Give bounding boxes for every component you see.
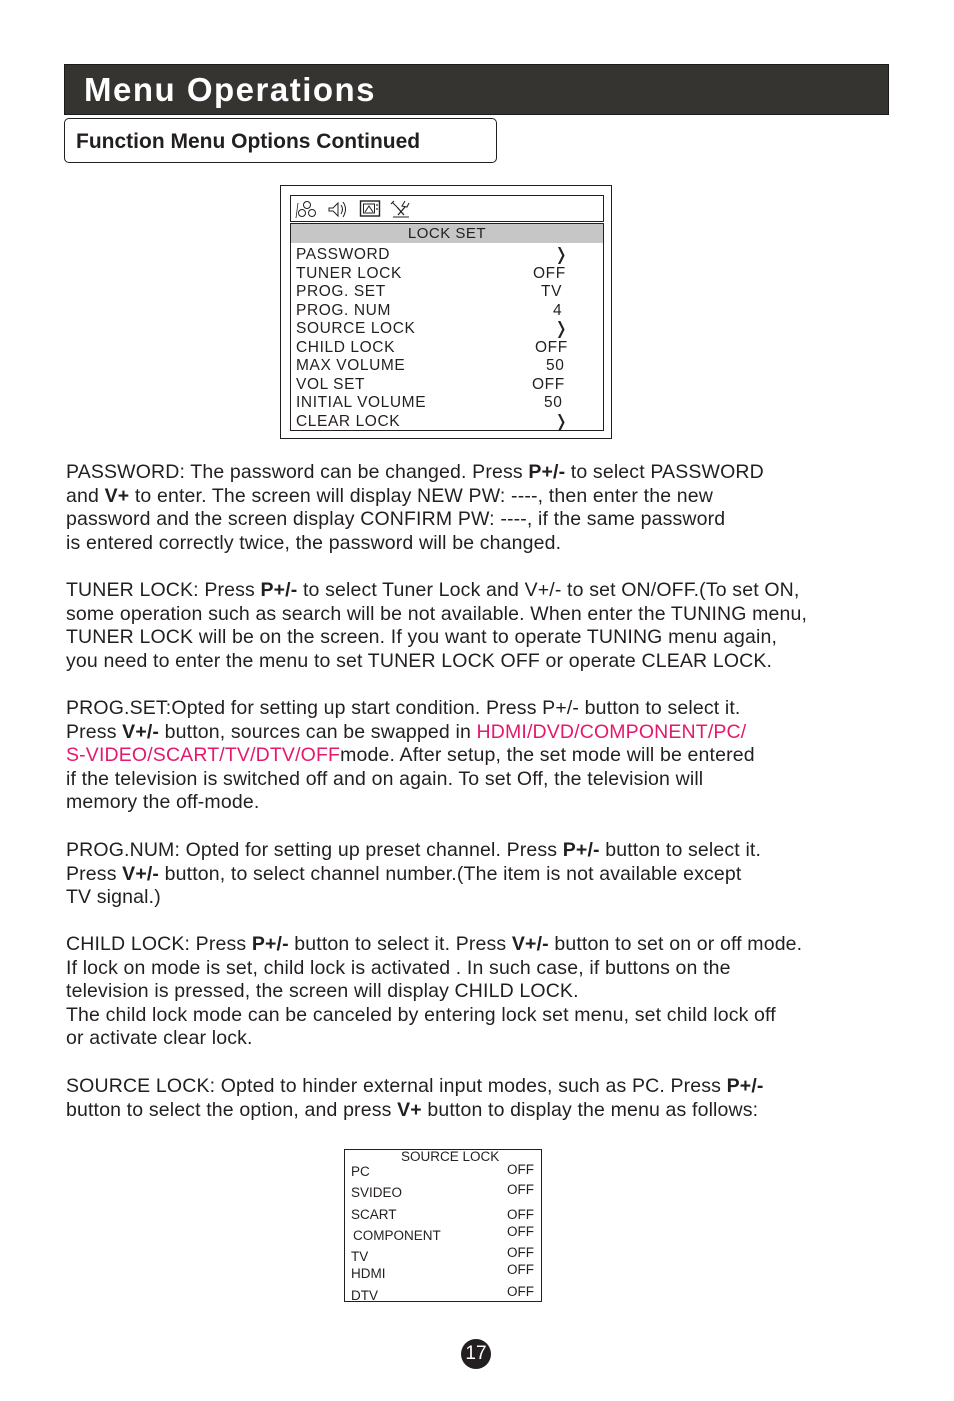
source-item-value[interactable]: OFF [507, 1207, 534, 1222]
source-lock-paragraph: SOURCE LOCK: Opted to hinder external input modes, such as PC. Press P+/- button to select the option, and press V+ button to display the menu as follows: [66, 1075, 764, 1121]
menu-row-prog-num[interactable]: PROG. NUM 4 [296, 301, 563, 319]
chevron-right-icon: ❭ [554, 411, 569, 431]
source-item-label: DTV [351, 1288, 378, 1303]
source-item-label: HDMI [351, 1266, 386, 1281]
source-item-value[interactable]: OFF [507, 1262, 534, 1277]
source-item-label: PC [351, 1164, 370, 1179]
source-item-label: SCART [351, 1207, 397, 1222]
menu-row-tuner-lock[interactable]: TUNER LOCK OFF [296, 264, 566, 282]
prog-num-paragraph: PROG.NUM: Opted for setting up preset channel. Press P+/- button to select it. Press V+/- button, to select channel number.(The item is not available except TV signal.) [66, 839, 762, 909]
source-item-value[interactable]: OFF [507, 1245, 534, 1260]
header-bar [64, 64, 889, 115]
page-number: 17 [461, 1339, 491, 1369]
page-title: Menu Operations [84, 71, 377, 108]
menu-row-max-volume[interactable]: MAX VOLUME 50 [296, 357, 565, 374]
picture-icon [295, 199, 319, 219]
menu-row-clear-lock[interactable]: CLEAR LOCK ❭ [296, 411, 569, 431]
setup-icon [389, 199, 413, 219]
menu-row-prog-set[interactable]: PROG. SET TV [296, 283, 563, 300]
menu-row-child-lock[interactable]: CHILD LOCK OFF [296, 338, 568, 356]
section-heading-box [64, 118, 497, 163]
tuner-lock-paragraph: TUNER LOCK: Press P+/- to select Tuner Lock and V+/- to set ON/OFF.(To set ON, some operation such as search will be not available. When enter the TUNING menu, TUNER LOCK will be on the screen. If you want to operate TUNING menu again, you need to enter the menu to set TUNER LOCK OFF or operate CLEAR LOCK. [66, 579, 808, 672]
source-lock-heading: SOURCE LOCK [401, 1149, 500, 1164]
chevron-right-icon: ❭ [554, 319, 569, 338]
password-paragraph: PASSWORD: The password can be changed. Press P+/- to select PASSWORD and V+ to enter. The screen will display NEW PW: ----, then enter the new password and the screen display CONFIRM PW: ----, if the same password is entered correctly twice, the password will be changed. [66, 461, 764, 554]
source-lock-menu [344, 1149, 542, 1302]
source-item-value[interactable]: OFF [507, 1162, 534, 1177]
menu-row-source-lock[interactable]: SOURCE LOCK ❭ [296, 319, 569, 338]
menu-row-password[interactable]: PASSWORD ❭ [296, 245, 569, 264]
section-heading: Function Menu Options Continued [76, 130, 421, 153]
menu-icon-bar [290, 195, 604, 222]
lock-set-menu [280, 185, 612, 439]
menu-row-initial-volume[interactable]: INITIAL VOLUME 50 [296, 394, 563, 411]
sound-icon [327, 199, 349, 219]
source-item-label: TV [351, 1249, 369, 1264]
source-item-value[interactable]: OFF [507, 1182, 534, 1197]
source-item-value[interactable]: OFF [507, 1224, 534, 1239]
child-lock-paragraph: CHILD LOCK: Press P+/- button to select it. Press V+/- button to set on or off mode. If lock on mode is set, child lock is activated . In such case, if buttons on the television is pressed, the screen will display CHILD LOCK. The child lock mode can be canceled by entering lock set menu, set child lock off or activate clear lock. [66, 933, 803, 1050]
tv-icon [359, 199, 381, 219]
lock-set-heading: LOCK SET [291, 224, 603, 243]
prog-set-paragraph: PROG.SET:Opted for setting up start condition. Press P+/- button to select it. Press V+/- button, sources can be swapped in HDMI/DVD/COMPONENT/PC/ S-VIDEO/SCART/TV/DTV/OFFmode. After setup, the set mode will be entered if the television is switched off and on again. To set Off, the television will memory the off-mode. [66, 697, 755, 814]
chevron-right-icon: ❭ [554, 245, 569, 264]
source-item-value[interactable]: OFF [507, 1284, 534, 1299]
source-item-label: SVIDEO [351, 1185, 403, 1200]
source-item-label: COMPONENT [353, 1228, 441, 1243]
menu-row-vol-set[interactable]: VOL SET OFF [296, 375, 565, 393]
lock-set-panel [290, 223, 604, 431]
